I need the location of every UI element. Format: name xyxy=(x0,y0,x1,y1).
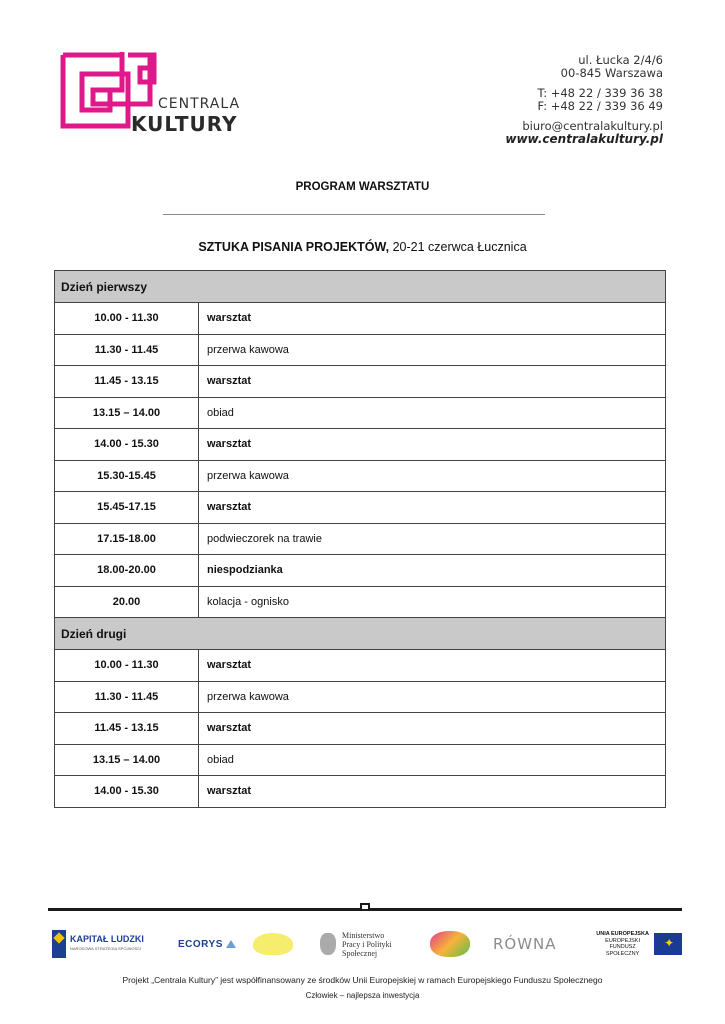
eu-text-3: FUNDUSZ SPOŁECZNY xyxy=(605,944,640,957)
day-header-row xyxy=(55,618,666,650)
colorful-partner-logo xyxy=(430,925,470,963)
table-row xyxy=(55,555,666,587)
time-cell: 15.45-17.15 xyxy=(55,492,199,524)
time-cell: 15.30-15.45 xyxy=(55,460,199,492)
time-cell: 10.00 - 11.30 xyxy=(55,650,199,682)
activity-cell: przerwa kawowa xyxy=(199,681,666,713)
footer-divider-notch xyxy=(360,903,370,911)
subtitle-bold: SZTUKA PISANIA PROJEKTÓW, xyxy=(198,240,390,254)
ecorys-triangle-icon xyxy=(226,940,236,948)
logo-text-kultury: KULTURY xyxy=(131,112,238,136)
footer-cofinancing-note: Projekt „Centrala Kultury” jest współfinansowany ze środków Unii Europejskiej w ramach Europejskiego Funduszu Społecznego xyxy=(122,975,603,985)
eu-flag-icon xyxy=(654,933,682,955)
time-cell: 11.30 - 11.45 xyxy=(55,681,199,713)
time-cell: 11.45 - 13.15 xyxy=(55,713,199,745)
table-row xyxy=(55,429,666,461)
activity-cell: obiad xyxy=(199,744,666,776)
title-divider xyxy=(163,214,545,215)
ministerstwo-logo xyxy=(320,925,404,963)
eu-text-2: EUROPEJSKI xyxy=(605,937,640,944)
rowna-logo xyxy=(493,925,557,963)
activity-cell: niespodzianka xyxy=(199,555,666,587)
time-cell: 20.00 xyxy=(55,586,199,618)
activity-cell: warsztat xyxy=(199,366,666,398)
address-street: ul. Łucka 2/4/6 xyxy=(578,53,663,67)
table-row xyxy=(55,397,666,429)
address-email[interactable]: biuro@centralakultury.pl xyxy=(522,119,663,133)
kapital-ludzki-icon xyxy=(52,930,66,958)
contact-address xyxy=(505,54,663,146)
table-row xyxy=(55,303,666,335)
day-header-label: Dzień pierwszy xyxy=(55,271,666,303)
table-row xyxy=(55,776,666,808)
table-row xyxy=(55,334,666,366)
activity-cell: warsztat xyxy=(199,776,666,808)
table-row xyxy=(55,681,666,713)
footer-slogan: Człowiek – najlepsza inwestycja xyxy=(305,991,420,1000)
address-phone: T: +48 22 / 339 36 38 xyxy=(537,86,663,100)
activity-cell: warsztat xyxy=(199,492,666,524)
time-cell: 10.00 - 11.30 xyxy=(55,303,199,335)
eu-logo xyxy=(596,925,682,963)
workshop-subtitle xyxy=(0,240,725,254)
activity-cell: obiad xyxy=(199,397,666,429)
schedule-table xyxy=(54,270,666,808)
activity-cell: kolacja - ognisko xyxy=(199,586,666,618)
activity-cell: warsztat xyxy=(199,429,666,461)
time-cell: 13.15 – 14.00 xyxy=(55,744,199,776)
time-cell: 18.00-20.00 xyxy=(55,555,199,587)
page-title: PROGRAM WARSZTATU xyxy=(295,181,430,193)
ecorys-logo xyxy=(178,925,236,963)
table-row xyxy=(55,650,666,682)
footer-logos xyxy=(48,925,682,965)
time-cell: 14.00 - 15.30 xyxy=(55,429,199,461)
kapital-ludzki-subtext: NARODOWA STRATEGIA SPÓJNOŚCI xyxy=(70,946,142,951)
table-row xyxy=(55,366,666,398)
time-cell: 17.15-18.00 xyxy=(55,523,199,555)
kapital-ludzki-text: KAPITAŁ LUDZKI xyxy=(70,934,144,944)
activity-cell: warsztat xyxy=(199,713,666,745)
activity-cell: warsztat xyxy=(199,303,666,335)
eagle-emblem-icon xyxy=(320,933,336,955)
table-row xyxy=(55,460,666,492)
address-website[interactable]: www.centralakultury.pl xyxy=(505,132,663,146)
activity-cell: przerwa kawowa xyxy=(199,334,666,366)
day-header-row xyxy=(55,271,666,303)
activity-cell: podwieczorek na trawie xyxy=(199,523,666,555)
table-row xyxy=(55,523,666,555)
yellow-blob-icon xyxy=(253,933,293,955)
ministerstwo-text: Ministerstwo Pracy i Polityki Społecznej xyxy=(342,930,392,958)
time-cell: 11.30 - 11.45 xyxy=(55,334,199,366)
kapital-ludzki-logo xyxy=(52,925,144,963)
address-city: 00-845 Warszawa xyxy=(560,66,663,80)
table-row xyxy=(55,586,666,618)
rowna-text: RÓWNA xyxy=(493,935,557,953)
time-cell: 13.15 – 14.00 xyxy=(55,397,199,429)
activity-cell: warsztat xyxy=(199,650,666,682)
table-row xyxy=(55,744,666,776)
ecorys-text: ECORYS xyxy=(178,938,223,950)
logo-text-centrala: CENTRALA xyxy=(158,96,241,112)
table-row xyxy=(55,492,666,524)
time-cell: 14.00 - 15.30 xyxy=(55,776,199,808)
eu-text-1: UNIA EUROPEJSKA xyxy=(596,931,649,937)
address-fax: F: +48 22 / 339 36 49 xyxy=(537,99,663,113)
activity-cell: przerwa kawowa xyxy=(199,460,666,492)
day-header-label: Dzień drugi xyxy=(55,618,666,650)
table-row xyxy=(55,713,666,745)
yellow-partner-logo xyxy=(253,925,293,963)
colorful-blob-icon xyxy=(430,931,470,957)
subtitle-date-place: 20-21 czerwca Łucznica xyxy=(389,240,527,254)
time-cell: 11.45 - 13.15 xyxy=(55,366,199,398)
